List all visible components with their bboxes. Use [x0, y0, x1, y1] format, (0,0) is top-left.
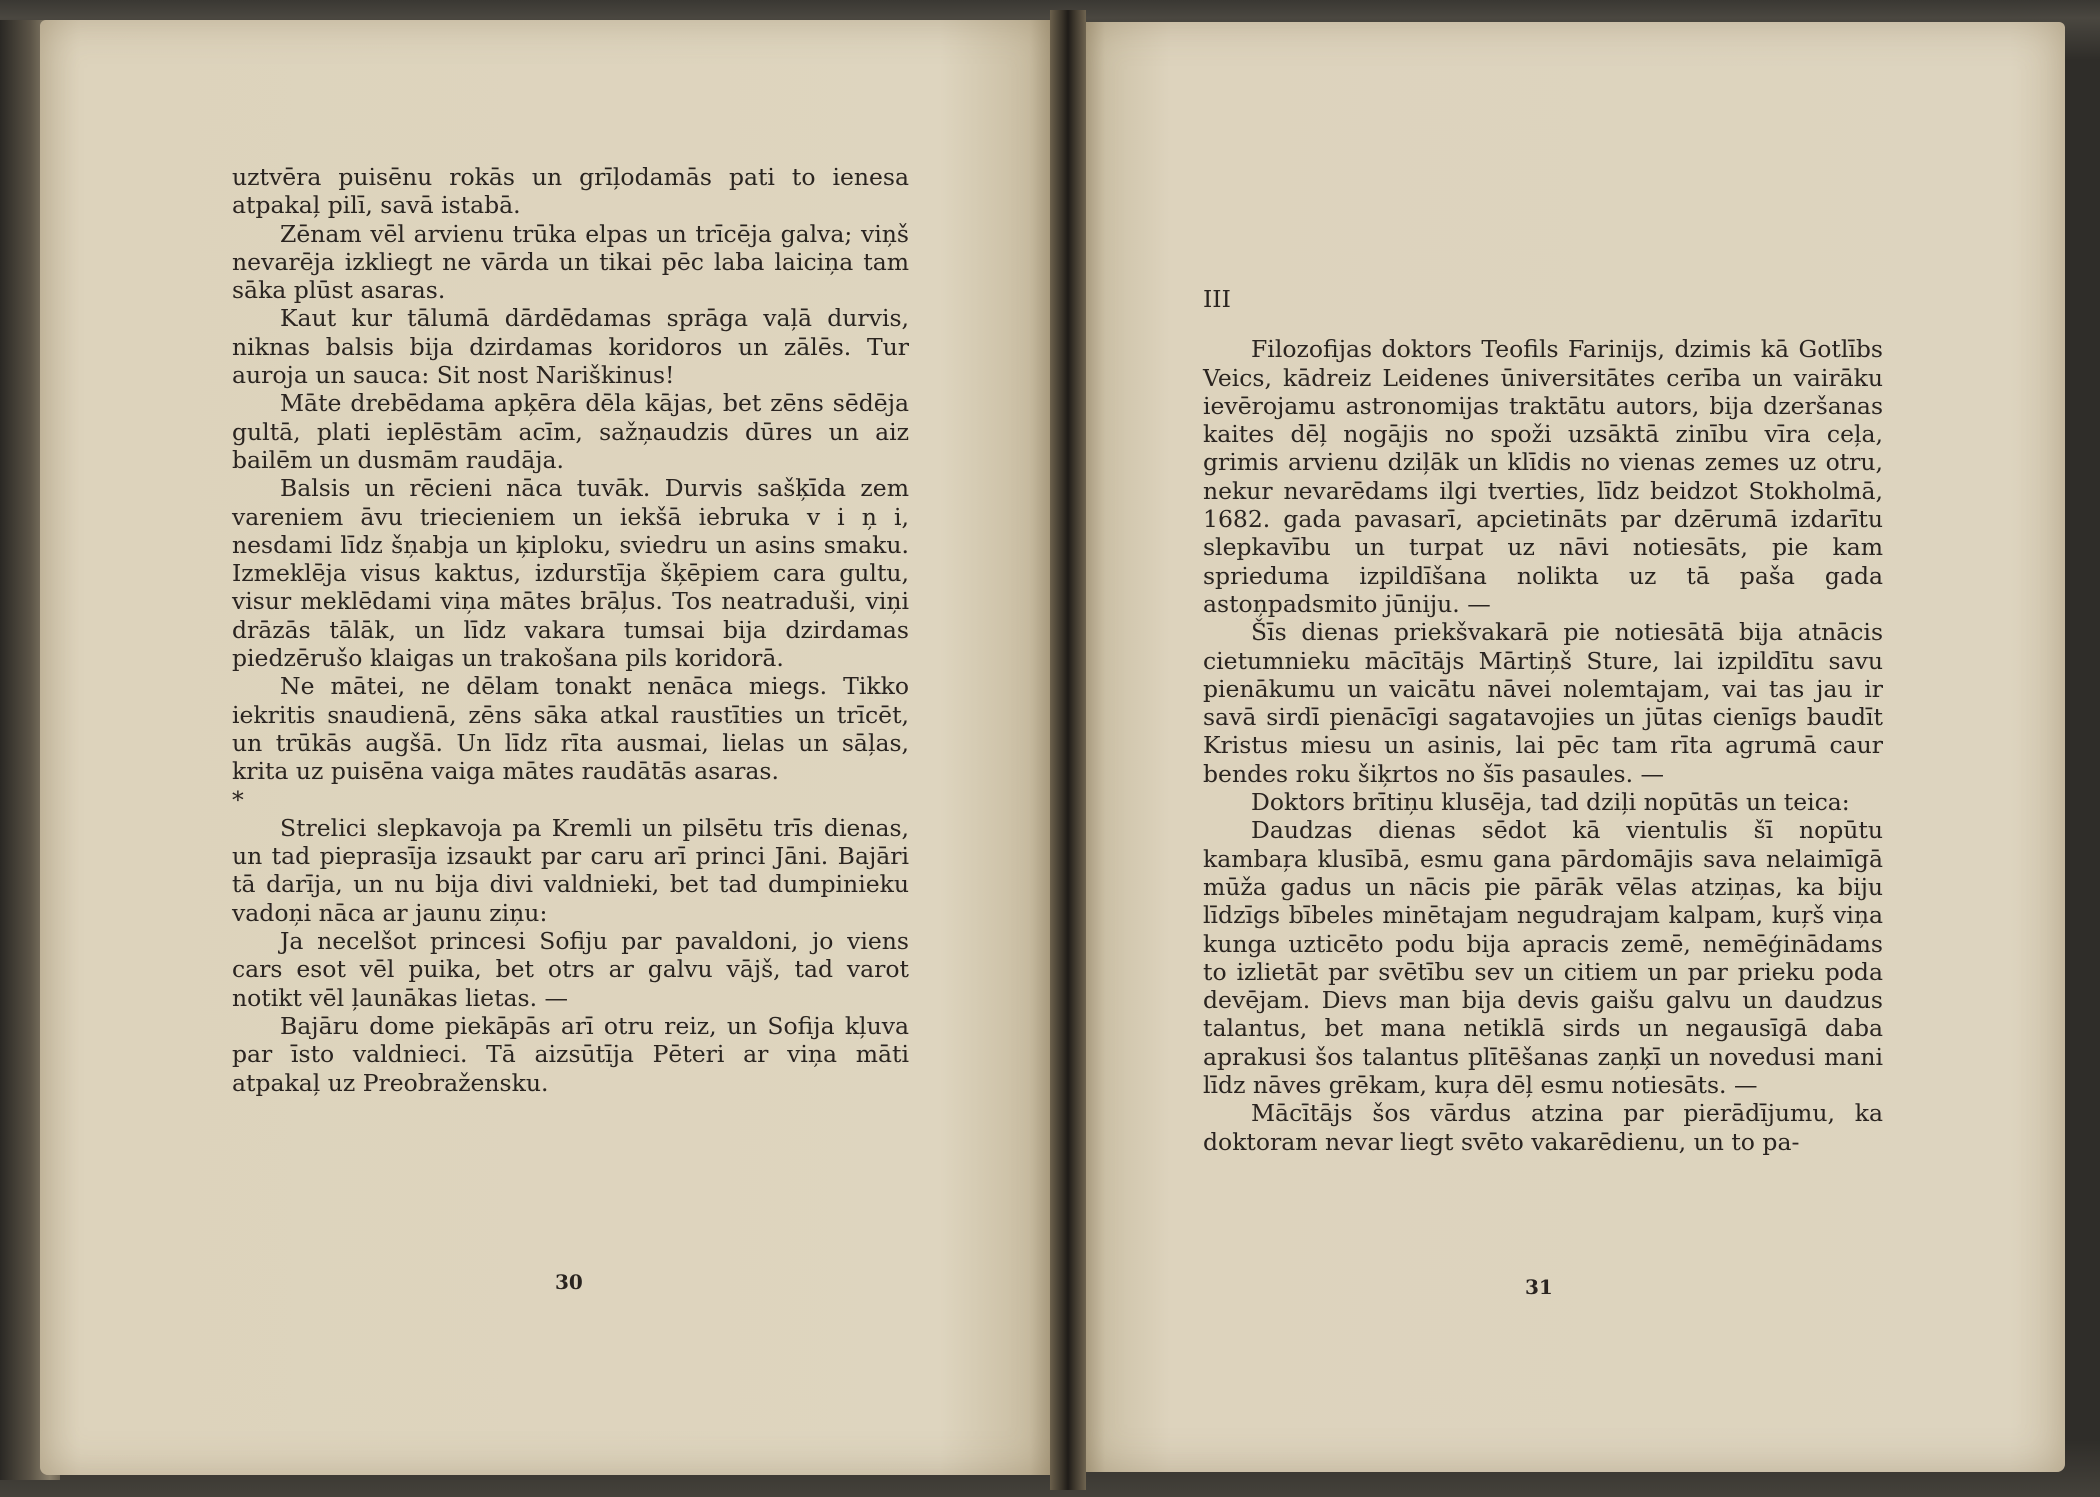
left-paragraph-6: Ne mātei, ne dēlam tonakt nenāca miegs. Tikko iekritis snaudienā, zēns sāka atkal raustīties un trīcēt, un trūkās augšā. Un līdz rīta ausmai, lielas un sāļas, krita uz puisēna vaiga mātes raudātās asaras.	[232, 672, 909, 786]
right-paragraph-1: Filozofijas doktors Teofils Farinijs, dzimis kā Gotlībs Veics, kādreiz Leidenes ūniversitātes cerība un vairāku ievērojamu astronomijas traktātu autors, bija dzeršanas kaites dēļ nogājis no spoži uzsāktā zinību vīra ceļa, grimis arvienu dziļāk un klīdis no vienas zemes uz otru, nekur nevarēdams ilgi tverties, līdz beidzot Stokholmā, 1682. gada pavasarī, apcietināts par dzērumā izdarītu slepkavību un turpat uz nāvi notiesāts, pie kam sprieduma izpildīšana nolikta uz tā paša gada astoņpadsmito jūniju. —	[1203, 335, 1883, 618]
right-paragraph-5: Mācītājs šos vārdus atzina par pierādījumu, ka doktoram nevar liegt svēto vakarēdienu, un to pa-	[1203, 1099, 1883, 1156]
page-number-left: 30	[555, 1270, 583, 1294]
left-paragraph-9: Bajāru dome piekāpās arī otru reiz, un Sofija kļuva par īsto valdnieci. Tā aizsūtīja Pēteri ar viņa māti atpakaļ uz Preobražensku.	[232, 1011, 909, 1097]
left-paragraph-7: Strelici slepkavoja pa Kremli un pilsētu trīs dienas, un tad pieprasīja izsaukt par caru arī princi Jāni. Bajāri tā darīja, un nu bija divi valdnieki, bet tad dumpinieku vadoņi nāca ar jaunu ziņu:	[232, 813, 909, 927]
chapter-heading: III	[1203, 285, 1231, 313]
section-break-asterisk: *	[232, 785, 244, 814]
left-paragraph-4: Māte drebēdama apķēra dēla kājas, bet zēns sēdēja gultā, plati ieplēstām acīm, sažņaudzis dūres un aiz bailēm un dusmām raudāja.	[232, 389, 909, 474]
left-paragraph-8: Ja necelšot princesi Sofiju par pavaldoni, jo viens cars esot vēl puika, bet otrs ar galvu vājš, tad varot notikt vēl ļaunākas lietas. —	[232, 927, 909, 1012]
right-paragraph-4: Daudzas dienas sēdot kā vientulis šī nopūtu kambaŗa klusībā, esmu gana pārdomājis sava nelaimīgā mūža gadus un nācis pie pārāk vēlas atziņas, ka biju līdzīgs bībeles minētajam negudrajam kalpam, kuŗš viņa kunga uzticēto podu bija apracis zemē, nemēģinādams to izlietāt par svētību sev un citiem un par prieku poda devējam. Dievs man bija devis gaišu galvu un daudzus talantus, bet mana netiklā sirds un negausīgā daba aprakusi šos talantus plītēšanas zaņķī un novedusi mani līdz nāves grēkam, kuŗa dēļ esmu notiesāts. —	[1203, 816, 1883, 1100]
left-paragraph-5: Balsis un rēcieni nāca tuvāk. Durvis sašķīda zem vareniem āvu triecieniem un iekšā iebruka v i ņ i, nesdami līdz šņabja un ķiploku, sviedru un asins smaku. Izmeklēja visus kaktus, izdurstīja šķēpiem cara gultu, visur meklēdami viņa mātes brāļus. Tos neatraduši, viņi drāzās tālāk, un līdz vakara tumsai bija dzirdamas piedzērušo klaigas un trakošana pils koridorā.	[232, 474, 909, 673]
right-page-text	[1203, 285, 1883, 1156]
right-paragraph-3: Doktors brītiņu klusēja, tad dziļi nopūtās un teica:	[1251, 788, 1850, 817]
book-gutter	[1050, 10, 1086, 1490]
right-paragraph-2: Šīs dienas priekšvakarā pie notiesātā bija atnācis cietumnieku mācītājs Mārtiņš Sture, lai izpildītu savu pienākumu un vaicātu nāvei nolemtajam, vai tas jau ir savā sirdī pienācīgi sagatavojies un jūtas cienīgs baudīt Kristus miesu un asinis, lai pēc tam rīta agrumā caur bendes roku šiķrtos no šīs pasaules. —	[1203, 618, 1883, 788]
left-paragraph-2: Zēnam vēl arvienu trūka elpas un trīcēja galva; viņš nevarēja izkliegt ne vārda un tikai pēc laba laiciņa tam sāka plūst asaras.	[232, 219, 909, 305]
left-paragraph-1: uztvēra puisēnu rokās un grīļodamās pati to ienesa atpakaļ pilī, savā istabā.	[232, 163, 909, 220]
page-number-right: 31	[1525, 1275, 1553, 1299]
left-page-text	[232, 163, 909, 1097]
left-paragraph-3: Kaut kur tālumā dārdēdamas sprāga vaļā durvis, niknas balsis bija dzirdamas koridoros un zālēs. Tur auroja un sauca: Sit nost Nariškinus!	[232, 304, 909, 390]
